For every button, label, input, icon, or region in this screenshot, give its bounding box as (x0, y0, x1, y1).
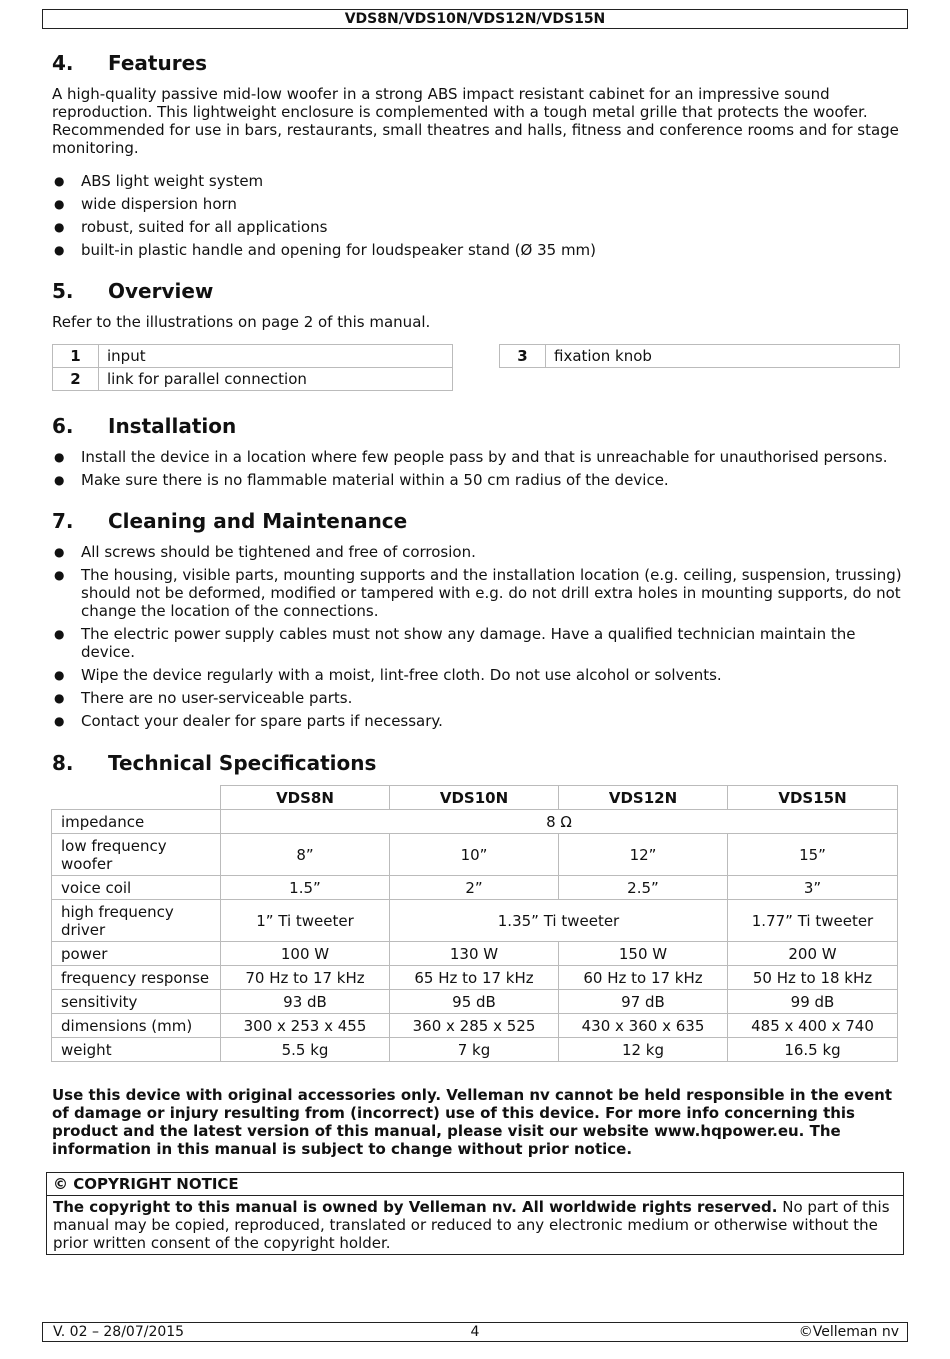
table-cell: 1.77” Ti tweeter (728, 900, 898, 942)
section-number: 7. (52, 509, 74, 533)
row-label: power (52, 942, 221, 966)
row-label: sensitivity (52, 990, 221, 1014)
bullet-icon: ● (54, 627, 65, 641)
bullet-icon: ● (54, 668, 65, 682)
table-cell: 150 W (559, 942, 728, 966)
table-cell: 360 x 285 x 525 (390, 1014, 559, 1038)
table-cell: 1.5” (221, 876, 390, 900)
list-item: ● built-in plastic handle and opening for loudspeaker stand (Ø 35 mm) (54, 241, 597, 259)
table-cell: 12” (559, 834, 728, 876)
section-number: 4. (52, 51, 74, 75)
list-item: ● There are no user-serviceable parts. (54, 689, 353, 707)
table-cell: 60 Hz to 17 kHz (559, 966, 728, 990)
table-cell: 50 Hz to 18 kHz (728, 966, 898, 990)
list-item: ● The electric power supply cables must not show any damage. Have a qualified technician maintain the device. (54, 625, 856, 661)
copyright-text (53, 1198, 893, 1252)
table-cell: 16.5 kg (728, 1038, 898, 1062)
row-label: weight (52, 1038, 221, 1062)
table-cell: 100 W (221, 942, 390, 966)
bullet-icon: ● (54, 714, 65, 728)
list-item: ● ABS light weight system (54, 172, 264, 190)
table-row (52, 876, 898, 900)
table-cell: 12 kg (559, 1038, 728, 1062)
table-row (500, 345, 900, 368)
table-cell: 3” (728, 876, 898, 900)
table-cell: 10” (390, 834, 559, 876)
table-cell: 8” (221, 834, 390, 876)
divider (47, 1195, 903, 1196)
copyright-title: © COPYRIGHT NOTICE (53, 1175, 239, 1193)
bullet-icon: ● (54, 473, 65, 487)
page-footer (42, 1322, 908, 1342)
copyright-box (46, 1172, 904, 1255)
section-title: Cleaning and Maintenance (108, 509, 408, 533)
item-label: fixation knob (546, 345, 900, 368)
overview-table-right (499, 344, 900, 368)
table-cell: 2” (390, 876, 559, 900)
row-label: frequency response (52, 966, 221, 990)
bullet-icon: ● (54, 545, 65, 559)
table-cell: 65 Hz to 17 kHz (390, 966, 559, 990)
footer-version: V. 02 – 28/07/2015 (53, 1324, 185, 1340)
usage-notice: Use this device with original accessories only. Velleman nv cannot be held responsible in the event of damage or injury resulting from (incorrect) use of this device. For more info concerning this product and the latest version of this manual, please visit our website www.hqpower.eu. The information in this manual is subject to change without prior notice. (52, 1086, 892, 1158)
table-cell: 97 dB (559, 990, 728, 1014)
header-title: VDS8N/VDS10N/VDS12N/VDS15N (344, 11, 606, 27)
cleaning-list (52, 543, 902, 735)
page-header (42, 9, 908, 29)
row-label: high frequency driver (52, 900, 221, 942)
specs-table (51, 785, 898, 1062)
table-cell: 15” (728, 834, 898, 876)
table-cell: 5.5 kg (221, 1038, 390, 1062)
table-row (52, 990, 898, 1014)
installation-list (52, 448, 902, 494)
column-header: VDS8N (221, 786, 390, 810)
table-cell: 130 W (390, 942, 559, 966)
list-item: ● Contact your dealer for spare parts if necessary. (54, 712, 443, 730)
section-heading-installation (52, 414, 236, 438)
header-blank-cell (52, 786, 221, 810)
table-row (52, 942, 898, 966)
table-row (52, 810, 898, 834)
row-label: low frequency woofer (52, 834, 221, 876)
section-title: Overview (108, 279, 214, 303)
table-cell: 70 Hz to 17 kHz (221, 966, 390, 990)
table-row (52, 900, 898, 942)
table-cell: 485 x 400 x 740 (728, 1014, 898, 1038)
bullet-icon: ● (54, 174, 65, 188)
table-cell: 8 Ω (221, 810, 898, 834)
list-item: ● Make sure there is no flammable material within a 50 cm radius of the device. (54, 471, 669, 489)
section-number: 6. (52, 414, 74, 438)
copyright-body: No part of this manual may be copied, reproduced, translated or reduced to any electronic medium or otherwise without the prior written consent of the copyright holder. (53, 1198, 890, 1252)
footer-page-number: 4 (470, 1324, 480, 1340)
overview-intro: Refer to the illustrations on page 2 of this manual. (52, 313, 431, 331)
bullet-icon: ● (54, 568, 65, 582)
table-row (53, 345, 453, 368)
item-label: input (99, 345, 453, 368)
section-heading-specs (52, 751, 376, 775)
bullet-icon: ● (54, 450, 65, 464)
column-header: VDS15N (728, 786, 898, 810)
table-cell: 7 kg (390, 1038, 559, 1062)
list-item: ● Wipe the device regularly with a moist, lint-free cloth. Do not use alcohol or solvents. (54, 666, 722, 684)
table-cell: 95 dB (390, 990, 559, 1014)
table-cell: 1.35” Ti tweeter (390, 900, 728, 942)
table-row (52, 1014, 898, 1038)
features-list (52, 172, 902, 264)
list-item: ● robust, suited for all applications (54, 218, 328, 236)
bullet-icon: ● (54, 220, 65, 234)
copyright-bold: The copyright to this manual is owned by Velleman nv. All worldwide rights reserved. (53, 1198, 778, 1216)
section-title: Technical Specifications (108, 751, 377, 775)
section-heading-cleaning (52, 509, 407, 533)
table-cell: 93 dB (221, 990, 390, 1014)
table-cell: 430 x 360 x 635 (559, 1014, 728, 1038)
list-item: ● The housing, visible parts, mounting supports and the installation location (e.g. ceiling, suspension, trussing) should not be deformed, modified or tampered with e.g. do not drill extra holes in mounting supports, do not change the location of the connections. (54, 566, 902, 620)
section-title: Installation (108, 414, 237, 438)
item-label: link for parallel connection (99, 368, 453, 391)
bullet-icon: ● (54, 243, 65, 257)
table-row (53, 368, 453, 391)
item-number: 3 (500, 345, 546, 368)
table-cell: 1” Ti tweeter (221, 900, 390, 942)
item-number: 2 (53, 368, 99, 391)
table-row (52, 966, 898, 990)
table-row (52, 834, 898, 876)
column-header: VDS10N (390, 786, 559, 810)
list-item: ● All screws should be tightened and free of corrosion. (54, 543, 476, 561)
list-item: ● Install the device in a location where few people pass by and that is unreachable for unauthorised persons. (54, 448, 888, 466)
list-item: ● wide dispersion horn (54, 195, 237, 213)
row-label: voice coil (52, 876, 221, 900)
table-cell: 200 W (728, 942, 898, 966)
table-row (52, 1038, 898, 1062)
column-header: VDS12N (559, 786, 728, 810)
table-cell: 300 x 253 x 455 (221, 1014, 390, 1038)
section-heading-overview (52, 279, 213, 303)
section-title: Features (108, 51, 208, 75)
section-number: 8. (52, 751, 74, 775)
table-cell: 99 dB (728, 990, 898, 1014)
table-cell: 2.5” (559, 876, 728, 900)
row-label: dimensions (mm) (52, 1014, 221, 1038)
footer-owner: ©Velleman nv (798, 1324, 899, 1340)
bullet-icon: ● (54, 691, 65, 705)
item-number: 1 (53, 345, 99, 368)
bullet-icon: ● (54, 197, 65, 211)
features-intro: A high-quality passive mid-low woofer in a strong ABS impact resistant cabinet for an impressive sound reproduction. This lightweight enclosure is complemented with a tough metal grille that protects the woofer. Recommended for use in bars, restaurants, small theatres and halls, fitness and conference rooms and for stage monitoring. (52, 85, 899, 157)
table-header-row (52, 786, 898, 810)
overview-table-left (52, 344, 453, 391)
row-label: impedance (52, 810, 221, 834)
section-number: 5. (52, 279, 74, 303)
section-heading-features (52, 51, 207, 75)
